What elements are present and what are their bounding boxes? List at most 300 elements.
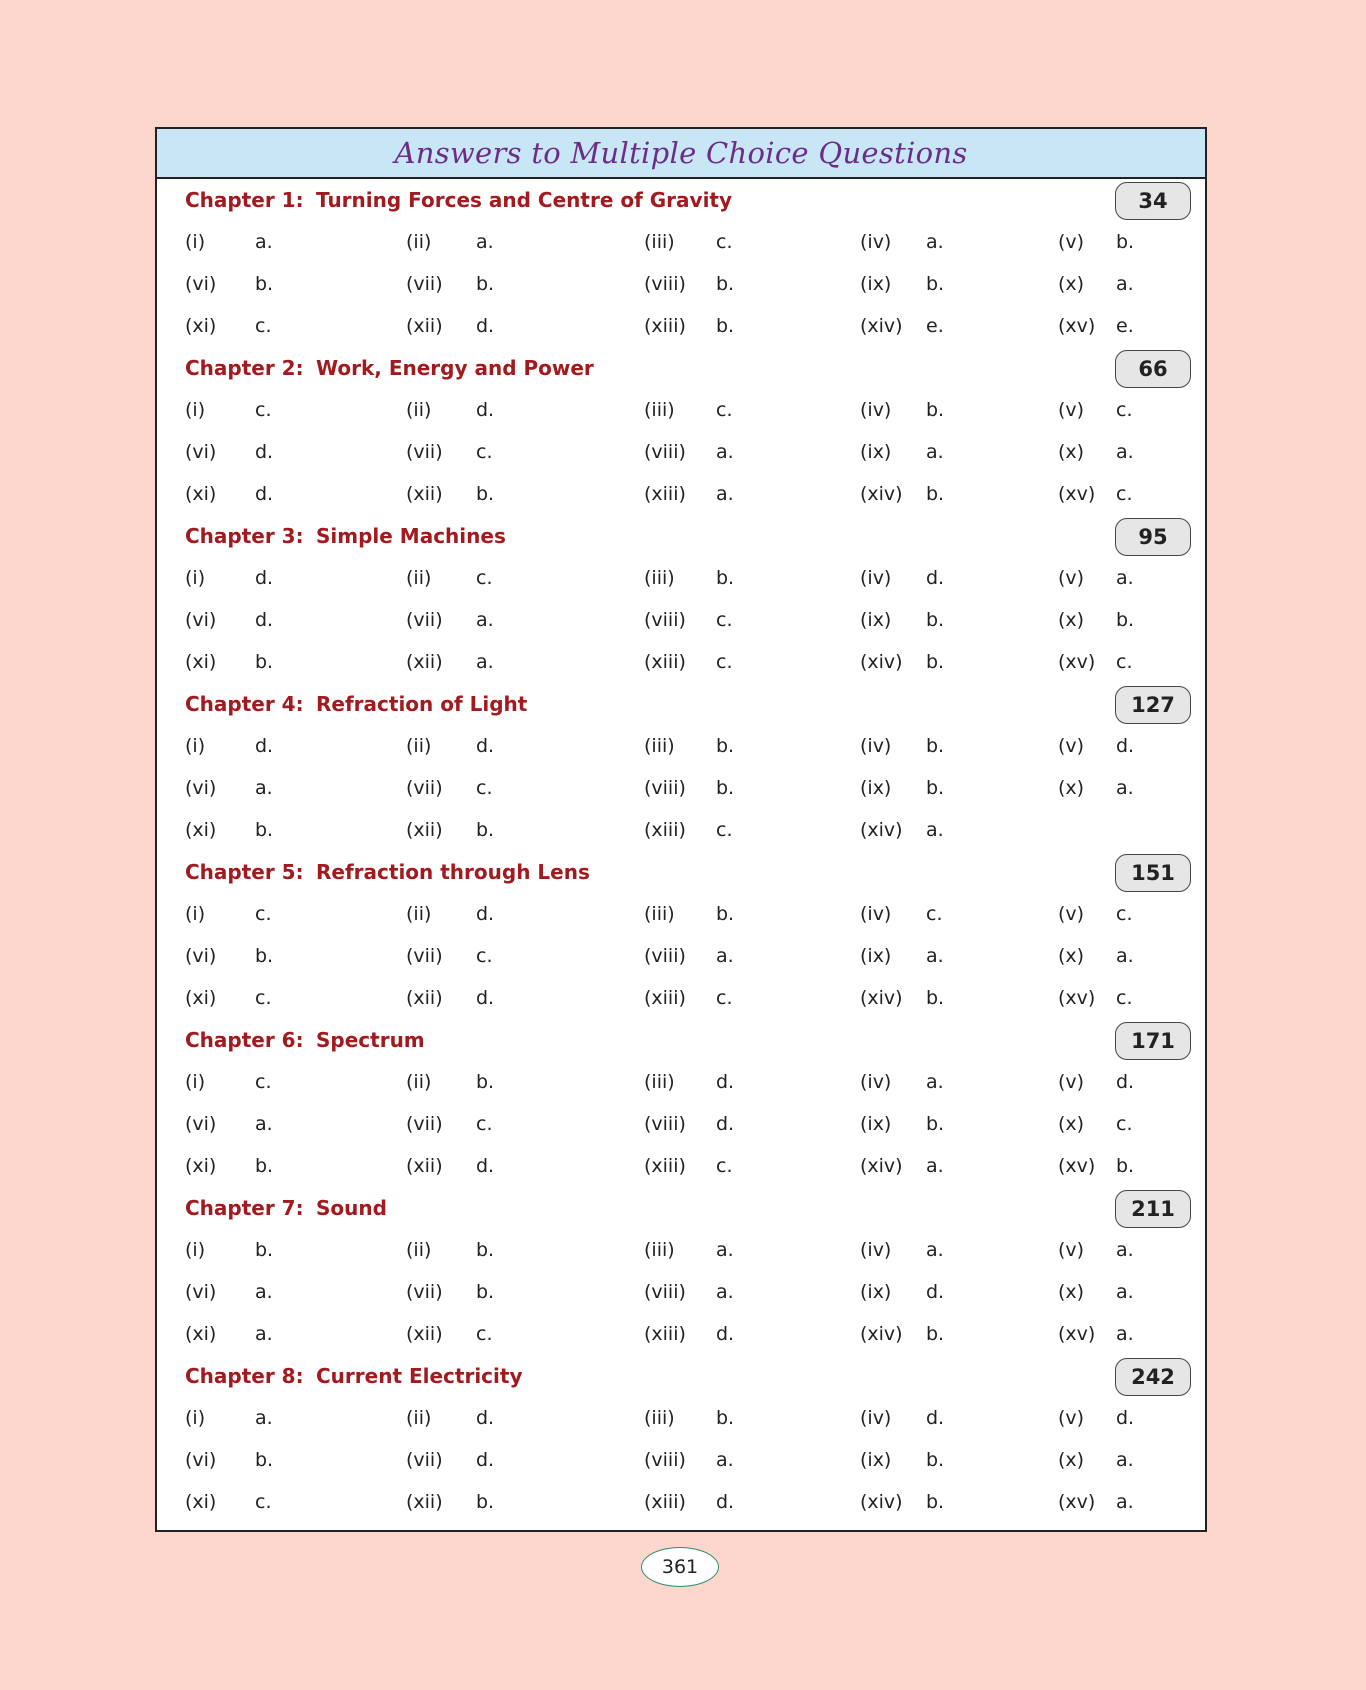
- answer-option: b.: [476, 1281, 495, 1303]
- answer-option: c.: [255, 903, 272, 925]
- question-number: (xi): [185, 1491, 217, 1513]
- answer-option: a.: [476, 651, 494, 673]
- question-number: (xii): [406, 1491, 443, 1513]
- answer-item: [860, 903, 1058, 925]
- answer-item: [1058, 945, 1178, 967]
- question-number: (iv): [860, 399, 892, 421]
- answer-item: [185, 1239, 406, 1261]
- answer-item: [185, 609, 406, 631]
- answer-option: c.: [255, 315, 272, 337]
- answer-item: [860, 483, 1058, 505]
- question-number: (viii): [644, 441, 686, 463]
- question-number: (xii): [406, 483, 443, 505]
- answer-option: b.: [1116, 1155, 1135, 1177]
- question-number: (xiv): [860, 1323, 903, 1345]
- answer-item: [860, 315, 1058, 337]
- answer-item: [1058, 1407, 1178, 1429]
- question-number: (viii): [644, 945, 686, 967]
- question-number: (iii): [644, 1071, 675, 1093]
- answer-option: c.: [716, 651, 733, 673]
- answer-item: [1058, 399, 1178, 421]
- question-number: (v): [1058, 1239, 1085, 1261]
- answer-option: d.: [476, 987, 495, 1009]
- answer-item: [185, 735, 406, 757]
- answer-option: b.: [255, 651, 274, 673]
- answer-item: [644, 483, 860, 505]
- answer-row: [185, 1481, 1191, 1523]
- answer-option: a.: [1116, 945, 1134, 967]
- question-number: (v): [1058, 567, 1085, 589]
- answer-row: [185, 305, 1191, 347]
- question-number: (i): [185, 567, 206, 589]
- question-number: (viii): [644, 1449, 686, 1471]
- answer-item: [406, 441, 644, 463]
- answer-option: b.: [926, 399, 945, 421]
- answer-option: b.: [476, 273, 495, 295]
- answer-item: [185, 819, 406, 841]
- answer-item: [644, 777, 860, 799]
- answer-option: a.: [926, 945, 944, 967]
- answer-option: d.: [716, 1071, 735, 1093]
- question-number: (xiii): [644, 483, 686, 505]
- answer-option: a.: [716, 441, 734, 463]
- chapter-page-badge: 66: [1115, 350, 1191, 388]
- answer-item: [406, 273, 644, 295]
- answer-item: [185, 987, 406, 1009]
- answer-item: [406, 945, 644, 967]
- answer-option: a.: [1116, 1281, 1134, 1303]
- answer-item: [860, 651, 1058, 673]
- answer-row: [185, 1061, 1191, 1103]
- question-number: (vii): [406, 777, 443, 799]
- answer-item: [860, 735, 1058, 757]
- answer-item: [185, 777, 406, 799]
- chapter-heading: [185, 1355, 1191, 1397]
- question-number: (x): [1058, 1113, 1085, 1135]
- answer-option: c.: [716, 609, 733, 631]
- question-number: (iii): [644, 567, 675, 589]
- question-number: (i): [185, 1239, 206, 1261]
- question-number: (vi): [185, 1449, 217, 1471]
- answer-option: b.: [1116, 609, 1135, 631]
- answer-option: b.: [926, 1449, 945, 1471]
- answer-option: c.: [1116, 651, 1133, 673]
- question-number: (xv): [1058, 483, 1096, 505]
- answer-item: [860, 945, 1058, 967]
- answer-item: [185, 1407, 406, 1429]
- chapter-title: Spectrum: [316, 1028, 425, 1052]
- chapter-page-badge: 171: [1115, 1022, 1191, 1060]
- answer-item: [644, 1155, 860, 1177]
- answer-item: [860, 1491, 1058, 1513]
- answer-option: c.: [716, 231, 733, 253]
- chapter-number: Chapter 3:: [185, 524, 304, 548]
- chapter-heading: [185, 683, 1191, 725]
- answer-item: [860, 1407, 1058, 1429]
- answer-item: [644, 231, 860, 253]
- question-number: (xiii): [644, 1491, 686, 1513]
- answer-item: [860, 777, 1058, 799]
- page-number: 361: [641, 1547, 719, 1587]
- chapter-title: Refraction through Lens: [316, 860, 590, 884]
- answer-item: [185, 483, 406, 505]
- answer-item: [1058, 567, 1178, 589]
- chapter-section: [185, 1355, 1191, 1523]
- answer-option: a.: [255, 1407, 273, 1429]
- answer-option: b.: [255, 1239, 274, 1261]
- question-number: (v): [1058, 1407, 1085, 1429]
- chapter-number: Chapter 8:: [185, 1364, 304, 1388]
- answer-item: [406, 651, 644, 673]
- question-number: (xiii): [644, 987, 686, 1009]
- answer-option: a.: [926, 1071, 944, 1093]
- chapter-section: [185, 851, 1191, 1019]
- answer-option: d.: [476, 1449, 495, 1471]
- answer-option: d.: [476, 1407, 495, 1429]
- answer-item: [860, 1281, 1058, 1303]
- answer-item: [1058, 315, 1178, 337]
- question-number: (ii): [406, 1071, 432, 1093]
- question-number: (xiv): [860, 1155, 903, 1177]
- answer-item: [1058, 1155, 1178, 1177]
- answer-item: [860, 231, 1058, 253]
- answer-option: a.: [1116, 777, 1134, 799]
- title-bar: [157, 129, 1205, 179]
- chapter-section: [185, 1187, 1191, 1355]
- answer-item: [1058, 441, 1178, 463]
- answer-item: [406, 315, 644, 337]
- question-number: (xii): [406, 1155, 443, 1177]
- answer-option: d.: [476, 1155, 495, 1177]
- answer-item: [406, 399, 644, 421]
- answer-item: [406, 903, 644, 925]
- answer-option: b.: [476, 483, 495, 505]
- answer-item: [860, 1071, 1058, 1093]
- answer-option: d.: [476, 903, 495, 925]
- question-number: (xv): [1058, 1491, 1096, 1513]
- question-number: (vi): [185, 273, 217, 295]
- answer-item: [1058, 1113, 1178, 1135]
- answer-option: a.: [716, 1281, 734, 1303]
- answer-item: [185, 315, 406, 337]
- question-number: (xiii): [644, 1323, 686, 1345]
- answer-option: d.: [476, 315, 495, 337]
- question-number: (xiv): [860, 1491, 903, 1513]
- answer-option: b.: [255, 1155, 274, 1177]
- answer-option: a.: [926, 1155, 944, 1177]
- question-number: (ix): [860, 945, 892, 967]
- answer-item: [860, 399, 1058, 421]
- answer-item: [644, 273, 860, 295]
- question-number: (ix): [860, 273, 892, 295]
- question-number: (x): [1058, 1449, 1085, 1471]
- question-number: (xv): [1058, 315, 1096, 337]
- answer-item: [644, 609, 860, 631]
- question-number: (xiii): [644, 651, 686, 673]
- question-number: (v): [1058, 903, 1085, 925]
- answer-item: [185, 567, 406, 589]
- question-number: (xii): [406, 819, 443, 841]
- question-number: (x): [1058, 609, 1085, 631]
- question-number: (x): [1058, 273, 1085, 295]
- question-number: (ix): [860, 1449, 892, 1471]
- chapter-page-badge: 151: [1115, 854, 1191, 892]
- question-number: (x): [1058, 945, 1085, 967]
- answer-option: b.: [716, 1407, 735, 1429]
- answer-option: b.: [476, 1239, 495, 1261]
- answer-row: [185, 809, 1191, 851]
- question-number: (vii): [406, 945, 443, 967]
- answer-item: [185, 1113, 406, 1135]
- answer-item: [860, 1449, 1058, 1471]
- answer-item: [644, 1449, 860, 1471]
- answer-option: b.: [926, 1323, 945, 1345]
- question-number: (xiv): [860, 315, 903, 337]
- chapter-heading: [185, 347, 1191, 389]
- question-number: (vi): [185, 777, 217, 799]
- question-number: (i): [185, 903, 206, 925]
- answer-option: a.: [255, 1323, 273, 1345]
- question-number: (vii): [406, 609, 443, 631]
- answer-item: [406, 1071, 644, 1093]
- chapter-heading: [185, 851, 1191, 893]
- question-number: (ii): [406, 735, 432, 757]
- answer-option: a.: [255, 1281, 273, 1303]
- chapter-number: Chapter 4:: [185, 692, 304, 716]
- question-number: (vi): [185, 1281, 217, 1303]
- answer-option: c.: [255, 1491, 272, 1513]
- answer-item: [644, 1281, 860, 1303]
- answer-item: [860, 819, 1058, 841]
- answer-item: [406, 1491, 644, 1513]
- answer-option: d.: [1116, 1407, 1135, 1429]
- question-number: (xi): [185, 651, 217, 673]
- answer-option: d.: [1116, 1071, 1135, 1093]
- chapter-number: Chapter 6:: [185, 1028, 304, 1052]
- answer-item: [185, 1071, 406, 1093]
- question-number: (iii): [644, 1407, 675, 1429]
- question-number: (i): [185, 735, 206, 757]
- answer-option: b.: [926, 1491, 945, 1513]
- answer-option: e.: [926, 315, 944, 337]
- answer-item: [860, 567, 1058, 589]
- answer-option: d.: [476, 735, 495, 757]
- question-number: (xii): [406, 315, 443, 337]
- answer-item: [406, 987, 644, 1009]
- answer-row: [185, 1439, 1191, 1481]
- answer-option: d.: [255, 735, 274, 757]
- question-number: (vi): [185, 609, 217, 631]
- question-number: (v): [1058, 231, 1085, 253]
- answer-option: c.: [255, 1071, 272, 1093]
- answer-option: c.: [1116, 483, 1133, 505]
- answer-option: a.: [1116, 273, 1134, 295]
- answer-item: [185, 231, 406, 253]
- answer-option: d.: [255, 567, 274, 589]
- answer-option: a.: [716, 945, 734, 967]
- answer-item: [406, 1155, 644, 1177]
- chapter-page-badge: 211: [1115, 1190, 1191, 1228]
- question-number: (xi): [185, 819, 217, 841]
- answer-option: b.: [926, 273, 945, 295]
- answer-option: b.: [716, 567, 735, 589]
- answer-row: [185, 389, 1191, 431]
- answer-item: [1058, 1449, 1178, 1471]
- answer-option: d.: [255, 609, 274, 631]
- answer-option: a.: [716, 1449, 734, 1471]
- answer-option: d.: [255, 483, 274, 505]
- answer-item: [860, 1113, 1058, 1135]
- answer-option: b.: [255, 273, 274, 295]
- question-number: (ii): [406, 231, 432, 253]
- answer-row: [185, 935, 1191, 977]
- answer-option: c.: [1116, 1113, 1133, 1135]
- answer-item: [1058, 483, 1178, 505]
- question-number: (viii): [644, 273, 686, 295]
- answer-item: [185, 399, 406, 421]
- answer-option: d.: [1116, 735, 1135, 757]
- answer-row: [185, 1103, 1191, 1145]
- question-number: (xiv): [860, 651, 903, 673]
- answer-option: c.: [716, 987, 733, 1009]
- answer-item: [860, 609, 1058, 631]
- chapter-heading: [185, 1187, 1191, 1229]
- answer-item: [185, 1155, 406, 1177]
- chapter-title: Work, Energy and Power: [316, 356, 594, 380]
- answer-option: a.: [716, 483, 734, 505]
- answer-item: [1058, 1071, 1178, 1093]
- answer-row: [185, 1397, 1191, 1439]
- question-number: (ix): [860, 609, 892, 631]
- answer-item: [644, 945, 860, 967]
- chapter-section: [185, 179, 1191, 347]
- question-number: (xv): [1058, 1323, 1096, 1345]
- answer-option: c.: [476, 441, 493, 463]
- answer-option: a.: [1116, 1491, 1134, 1513]
- question-number: (xi): [185, 1155, 217, 1177]
- answer-item: [185, 1491, 406, 1513]
- answer-item: [185, 441, 406, 463]
- answer-item: [406, 1407, 644, 1429]
- answer-item: [644, 819, 860, 841]
- question-number: (xiv): [860, 483, 903, 505]
- question-number: (xi): [185, 987, 217, 1009]
- question-number: (viii): [644, 1113, 686, 1135]
- answer-row: [185, 1313, 1191, 1355]
- answer-item: [860, 1323, 1058, 1345]
- question-number: (viii): [644, 777, 686, 799]
- question-number: (ii): [406, 1239, 432, 1261]
- answer-option: c.: [1116, 903, 1133, 925]
- answer-item: [185, 651, 406, 673]
- question-number: (ii): [406, 1407, 432, 1429]
- question-number: (viii): [644, 609, 686, 631]
- answer-item: [644, 1491, 860, 1513]
- answer-option: c.: [926, 903, 943, 925]
- question-number: (iv): [860, 903, 892, 925]
- answer-item: [1058, 231, 1178, 253]
- question-number: (vi): [185, 1113, 217, 1135]
- answer-item: [860, 987, 1058, 1009]
- answer-row: [185, 557, 1191, 599]
- answer-item: [644, 1113, 860, 1135]
- answer-option: a.: [926, 819, 944, 841]
- answer-option: b.: [716, 777, 735, 799]
- answer-option: a.: [1116, 1239, 1134, 1261]
- answer-option: c.: [476, 777, 493, 799]
- answer-option: d.: [476, 399, 495, 421]
- answer-row: [185, 893, 1191, 935]
- answer-option: b.: [716, 273, 735, 295]
- question-number: (iv): [860, 567, 892, 589]
- answer-option: b.: [476, 819, 495, 841]
- answer-item: [860, 1155, 1058, 1177]
- answer-item: [406, 1281, 644, 1303]
- question-number: (v): [1058, 735, 1085, 757]
- answer-item: [644, 441, 860, 463]
- question-number: (iv): [860, 1407, 892, 1429]
- answer-option: c.: [716, 1155, 733, 1177]
- question-number: (xv): [1058, 1155, 1096, 1177]
- answer-item: [644, 1323, 860, 1345]
- answer-option: c.: [476, 1113, 493, 1135]
- answer-item: [185, 1323, 406, 1345]
- question-number: (vi): [185, 441, 217, 463]
- question-number: (iv): [860, 735, 892, 757]
- answer-item: [1058, 987, 1178, 1009]
- question-number: (vii): [406, 441, 443, 463]
- answer-item: [860, 1239, 1058, 1261]
- answer-item: [185, 1281, 406, 1303]
- page-title: Answers to Multiple Choice Questions: [394, 136, 968, 170]
- answer-item: [185, 903, 406, 925]
- chapter-title: Refraction of Light: [316, 692, 528, 716]
- question-number: (vii): [406, 1281, 443, 1303]
- answer-item: [1058, 1281, 1178, 1303]
- chapter-title: Current Electricity: [316, 1364, 523, 1388]
- answer-row: [185, 431, 1191, 473]
- chapter-page-badge: 242: [1115, 1358, 1191, 1396]
- answer-option: d.: [716, 1323, 735, 1345]
- answer-option: d.: [716, 1113, 735, 1135]
- chapter-number: Chapter 5:: [185, 860, 304, 884]
- answer-item: [1058, 609, 1178, 631]
- answer-item: [1058, 1323, 1178, 1345]
- answer-option: a.: [476, 231, 494, 253]
- answer-option: a.: [926, 441, 944, 463]
- chapter-number: Chapter 7:: [185, 1196, 304, 1220]
- answer-item: [406, 1449, 644, 1471]
- answer-row: [185, 599, 1191, 641]
- chapter-page-badge: 127: [1115, 686, 1191, 724]
- question-number: (ii): [406, 567, 432, 589]
- answer-option: b.: [476, 1071, 495, 1093]
- answer-item: [1058, 735, 1178, 757]
- question-number: (xv): [1058, 651, 1096, 673]
- chapter-title: Simple Machines: [316, 524, 506, 548]
- answer-option: a.: [1116, 567, 1134, 589]
- answer-option: d.: [255, 441, 274, 463]
- answer-item: [406, 567, 644, 589]
- question-number: (x): [1058, 1281, 1085, 1303]
- answer-item: [644, 1239, 860, 1261]
- question-number: (xii): [406, 651, 443, 673]
- answer-row: [185, 1145, 1191, 1187]
- question-number: (vii): [406, 273, 443, 295]
- answer-item: [1058, 1491, 1178, 1513]
- question-number: (viii): [644, 1281, 686, 1303]
- answer-option: b.: [255, 819, 274, 841]
